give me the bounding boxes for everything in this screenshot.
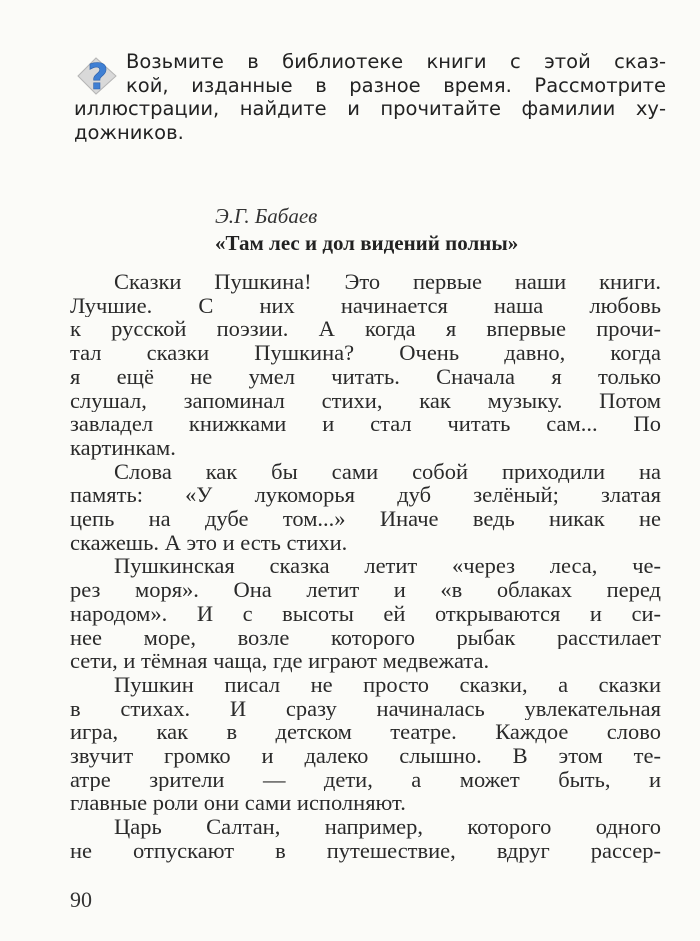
text-line: Царь Салтан, например, которого одного (114, 815, 661, 839)
svg-text:?: ? (87, 57, 109, 98)
article-body (70, 270, 661, 863)
text-line: Слова как бы сами собой приходили на (114, 459, 661, 484)
page-number: 90 (70, 887, 92, 912)
text-line: атре зрители — дети, а может быть, и (70, 767, 661, 792)
text-line: я ещё не умел читать. Сначала я только (70, 364, 661, 389)
paragraph (70, 815, 661, 862)
text-line: рез моря». Она летит и «в облаках перед (70, 578, 661, 602)
text-line: народом». И с высоты ей открываются и си- (70, 601, 661, 626)
article-author: Э.Г. Бабаев (215, 204, 318, 228)
paragraph (70, 554, 661, 673)
text-line: нее море, возле которого рыбак расстилает (70, 625, 661, 650)
question-icon (74, 52, 120, 98)
task-line: кой, изданные в разное время. Рассмотрите (126, 73, 666, 97)
paragraph (70, 673, 661, 815)
text-line: завладел книжками и стал читать сам... По (70, 412, 661, 436)
text-line: в стихах. И сразу начиналась увлекательная (70, 696, 661, 721)
text-line: главные роли они сами исполняют. (70, 791, 406, 816)
text-line: слушал, запоминал стихи, как музыку. Потом (70, 388, 661, 413)
paragraph (70, 460, 661, 555)
task-line: дожников. (74, 120, 184, 144)
text-line: Лучшие. С них начинается наша любовь (70, 293, 661, 318)
text-line: цепь на дубе том...» Иначе ведь никак не (70, 507, 661, 531)
text-line: игра, как в детском театре. Каждое слово (70, 720, 661, 745)
task-line: Возьмите в библиотеке книги с этой сказ- (126, 50, 666, 73)
text-line: память: «У лукоморья дуб зелёный; златая (70, 483, 661, 508)
text-line: картинкам. (70, 435, 176, 460)
text-line: звучит громко и далеко слышно. В этом те- (70, 744, 661, 768)
text-line: сети, и тёмная чаща, где играют медвежата. (70, 649, 490, 673)
task-block (74, 50, 666, 144)
text-line: к русской поэзии. А когда я впервые прочи- (70, 317, 661, 342)
paragraph (70, 270, 661, 460)
article-title: «Там лес и дол видений полны» (215, 231, 519, 255)
task-line: иллюстрации, найдите и прочитайте фамилии ху- (74, 97, 666, 120)
text-line: Пушкинская сказка летит «через леса, че- (114, 554, 661, 579)
text-line: Пушкин писал не просто сказки, а сказки (114, 672, 661, 697)
text-line: не отпускают в путешествие, вдруг рассер- (70, 838, 661, 863)
text-line: скажешь. А это и есть стихи. (70, 530, 348, 555)
text-line: тал сказки Пушкина? Очень давно, когда (70, 341, 661, 365)
text-line: Сказки Пушкина! Это первые наши книги. (114, 270, 661, 294)
task-text (74, 50, 666, 144)
